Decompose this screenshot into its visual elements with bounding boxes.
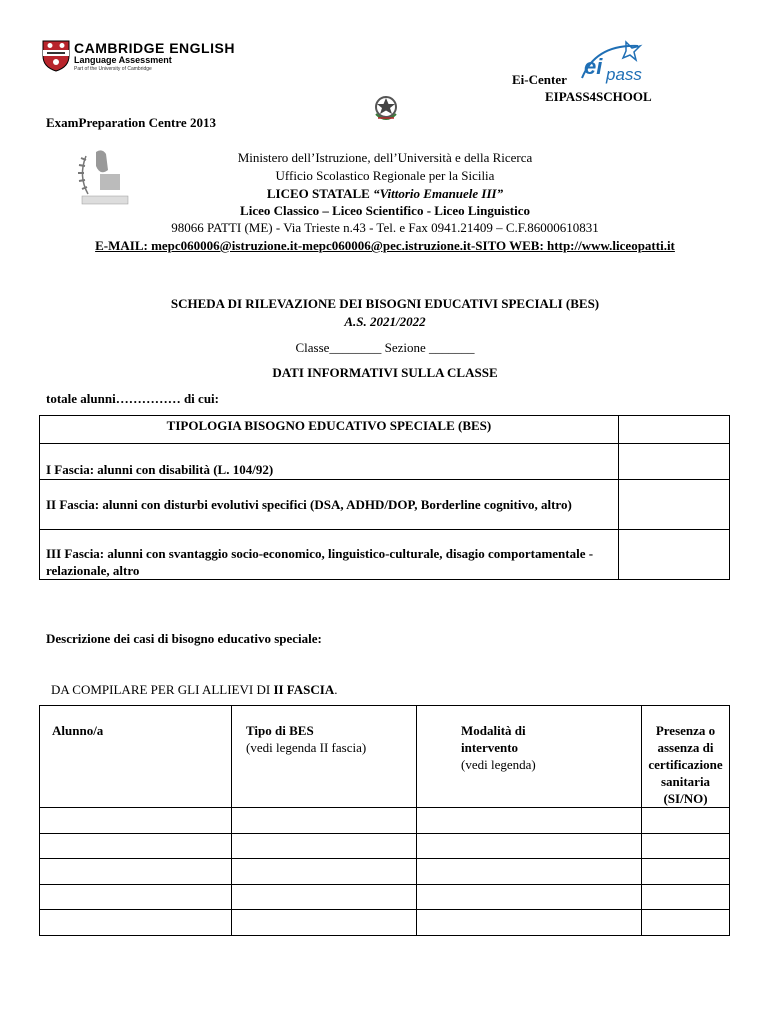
bes-row-label: I Fascia: alunni con disabilità (L. 104/92) bbox=[40, 444, 619, 480]
col-intervention-sub: (vedi legenda) bbox=[461, 757, 536, 772]
student-row bbox=[40, 808, 730, 834]
intervention-cell[interactable] bbox=[417, 808, 642, 834]
school-year-text: A.S. 2021/2022 bbox=[344, 314, 426, 329]
bes-type-cell[interactable] bbox=[232, 910, 417, 936]
office-line: Ufficio Scolastico Regionale per la Sicilia bbox=[275, 168, 495, 183]
bes-type-cell[interactable] bbox=[232, 834, 417, 859]
address-line: 98066 PATTI (ME) - Via Trieste n.43 - Tel. e Fax 0941.21409 – C.F.86000610831 bbox=[171, 220, 599, 235]
bes-row-fascia-1 bbox=[40, 444, 730, 480]
student-cell[interactable] bbox=[40, 885, 232, 910]
intervention-cell[interactable] bbox=[417, 834, 642, 859]
certification-cell[interactable] bbox=[642, 910, 730, 936]
intervention-cell[interactable] bbox=[417, 885, 642, 910]
bes-type-table bbox=[39, 415, 730, 580]
section-title: DATI INFORMATIVI SULLA CLASSE bbox=[272, 365, 498, 380]
col-header-student bbox=[40, 706, 232, 808]
description-title: Descrizione dei casi di bisogno educativo speciale: bbox=[46, 631, 322, 646]
intervention-cell[interactable] bbox=[417, 859, 642, 885]
form-title: SCHEDA DI RILEVAZIONE DEI BISOGNI EDUCATIVI SPECIALI (BES) bbox=[170, 296, 600, 311]
col-header-bes-type bbox=[232, 706, 417, 808]
student-row bbox=[40, 834, 730, 859]
class-section-line[interactable]: Classe________ Sezione _______ bbox=[295, 340, 475, 355]
col-intervention-title: Modalità di intervento bbox=[461, 723, 526, 755]
col-bes-type-sub: (vedi legenda II fascia) bbox=[246, 740, 367, 755]
bes-table-header-value bbox=[618, 416, 729, 444]
cambridge-shield-icon bbox=[42, 40, 70, 72]
courses-line: Liceo Classico – Liceo Scientifico - Liceo Linguistico bbox=[240, 203, 530, 218]
compile-prefix: DA COMPILARE PER GLI ALLIEVI DI bbox=[51, 682, 274, 697]
bes-row-value-cell[interactable] bbox=[618, 530, 729, 580]
bes-row-fascia-2 bbox=[40, 480, 730, 530]
totale-alunni-line[interactable]: totale alunni…………… di cui: bbox=[46, 391, 219, 406]
certification-cell[interactable] bbox=[642, 834, 730, 859]
student-cell[interactable] bbox=[40, 910, 232, 936]
student-row bbox=[40, 859, 730, 885]
col-header-intervention bbox=[417, 706, 642, 808]
col-header-certification: Presenza o assenza di certificazione sanitaria (SI/NO) bbox=[642, 706, 730, 808]
school-name: “Vittorio Emanuele III” bbox=[373, 186, 504, 201]
certification-cell[interactable] bbox=[642, 859, 730, 885]
school-prefix: LICEO STATALE bbox=[266, 186, 374, 201]
bes-row-value-cell[interactable] bbox=[618, 480, 729, 530]
compile-instruction bbox=[51, 681, 338, 699]
intervention-cell[interactable] bbox=[417, 910, 642, 936]
exam-prep-centre: ExamPreparation Centre 2013 bbox=[46, 115, 216, 130]
student-cell[interactable] bbox=[40, 859, 232, 885]
certification-cell[interactable] bbox=[642, 808, 730, 834]
students-table-header-row bbox=[40, 706, 730, 808]
bes-row-fascia-3 bbox=[40, 530, 730, 580]
eipass-school-label: EIPASS4SCHOOL bbox=[545, 89, 652, 104]
certification-cell[interactable] bbox=[642, 885, 730, 910]
bes-row-value-cell[interactable] bbox=[618, 444, 729, 480]
eipass-logo-text-2: pass bbox=[606, 65, 642, 84]
student-cell[interactable] bbox=[40, 834, 232, 859]
bes-row-label: III Fascia: alunni con svantaggio socio-economico, linguistico-culturale, disagio comportamentale - relazionale, altro bbox=[40, 530, 619, 580]
col-bes-type-title: Tipo di BES bbox=[246, 723, 314, 738]
students-table bbox=[39, 705, 730, 936]
bes-table-header: TIPOLOGIA BISOGNO EDUCATIVO SPECIALE (BES) bbox=[40, 416, 619, 444]
cambridge-small-text: Part of the University of Cambridge bbox=[74, 66, 152, 72]
cambridge-title: CAMBRIDGE ENGLISH bbox=[74, 40, 235, 56]
bes-type-cell[interactable] bbox=[232, 859, 417, 885]
cambridge-subtitle: Language Assessment bbox=[74, 55, 172, 65]
contacts-line: E-MAIL: mepc060006@istruzione.it-mepc060006@pec.istruzione.it-SITO WEB: http://www.liceopatti.it bbox=[95, 238, 675, 253]
eicenter-label: Ei-Center bbox=[512, 72, 567, 87]
eipass-logo-text: ei bbox=[584, 54, 603, 79]
ministry-line: Ministero dell’Istruzione, dell’Università e della Ricerca bbox=[237, 150, 533, 165]
cambridge-english-logo bbox=[42, 40, 235, 74]
student-row bbox=[40, 910, 730, 936]
student-cell[interactable] bbox=[40, 808, 232, 834]
bes-table-header-row bbox=[40, 416, 730, 444]
bes-type-cell[interactable] bbox=[232, 885, 417, 910]
compile-suffix: . bbox=[334, 682, 338, 697]
col-student-title: Alunno/a bbox=[52, 723, 104, 738]
school-name-line bbox=[0, 185, 770, 203]
italian-republic-emblem-icon bbox=[372, 92, 400, 124]
eipass-logo bbox=[576, 40, 652, 88]
compile-fascia: II FASCIA bbox=[273, 682, 335, 697]
student-row bbox=[40, 885, 730, 910]
bes-type-cell[interactable] bbox=[232, 808, 417, 834]
bes-row-label: II Fascia: alunni con disturbi evolutivi specifici (DSA, ADHD/DOP, Borderline cognitivo, altro) bbox=[40, 480, 619, 530]
school-year bbox=[0, 313, 770, 331]
